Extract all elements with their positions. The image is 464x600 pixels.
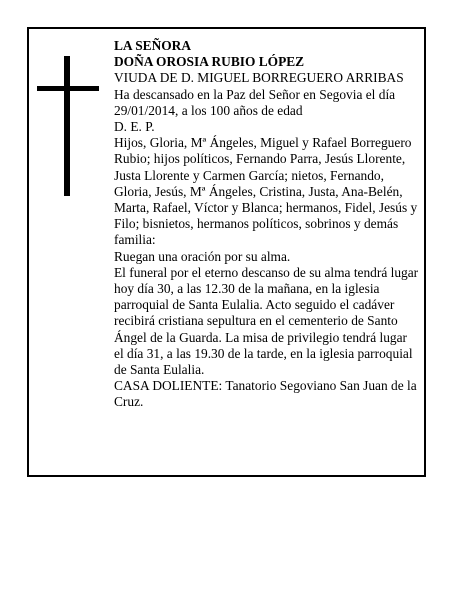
notice-heading: LA SEÑORA [114,38,192,53]
mourning-house: CASA DOLIENTE: Tanatorio Segoviano San Juan de la Cruz. [114,378,417,410]
cross-vertical-bar [64,56,70,196]
funeral-details: El funeral por el eterno descanso de su alma tendrá lugar hoy día 30, a las 12.30 de la mañana, en la iglesia parroquial de Santa Eulalia. Acto seguido el cadáver recibirá cristiana sepultura en el cementerio de Santo Ángel de la Guarda. La misa de privilegio tendrá lugar el día 31, a las 19.30 de la tarde, en la iglesia parroquial de Santa Eulalia. [114,264,419,378]
death-info: Ha descansado en la Paz del Señor en Segovia el día 29/01/2014, a los 100 años de edad [114,86,396,118]
dep-line: D. E. P. [114,119,155,135]
widow-of-line: VIUDA DE D. MIGUEL BORREGUERO ARRIBAS [114,70,404,86]
cross-horizontal-bar [37,86,99,91]
family-list: Hijos, Gloria, Mª Ángeles, Miguel y Rafael Borreguero Rubio; hijos políticos, Fernando Parra, Jesús Llorente, Justa Llorente y Carmen García; nietos, Fernando, Gloria, Jesús, Mª Ángeles, Cristina, Justa, Ana-Belén, Marta, Rafael, Víctor y Blanca; hermanos, Fidel, Jesús y Filo; bisnietos, hermanos políticos, sobrinos y demás familia: [114,135,418,248]
prayer-request: Ruegan una oración por su alma. [114,248,291,264]
obituary-text [114,38,419,411]
deceased-name: DOÑA OROSIA RUBIO LÓPEZ [114,54,305,70]
latin-cross-icon [37,56,99,196]
